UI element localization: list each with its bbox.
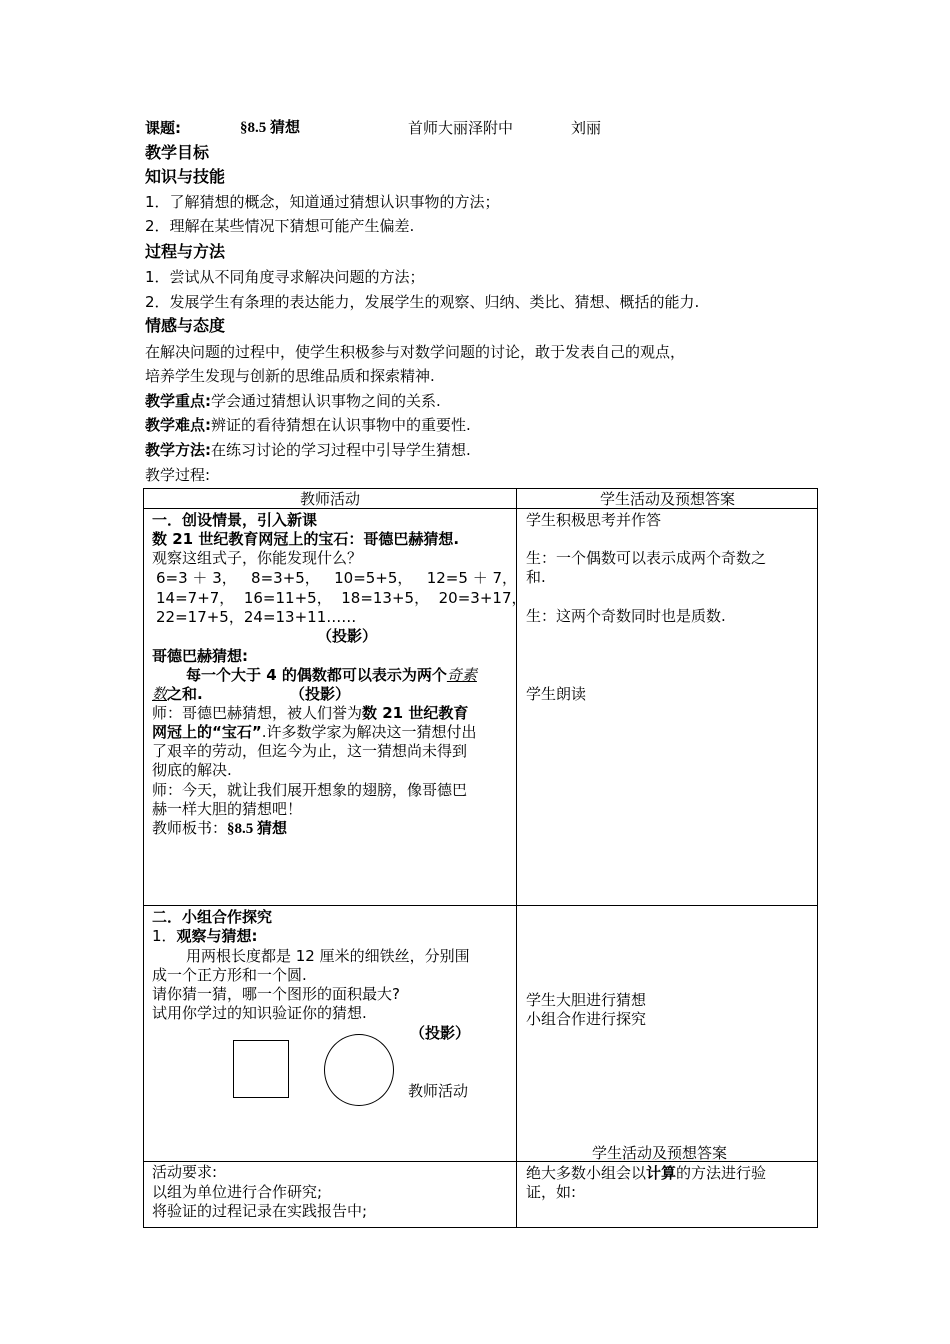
board-note	[152, 819, 287, 839]
conjecture-text-b: 之和.	[167, 685, 203, 703]
requirement-1: 以组为单位进行合作研究;	[152, 1183, 323, 1201]
teacher-remark-1-line-2	[152, 723, 477, 742]
projection-note-3: （投影）	[410, 1024, 471, 1042]
projection-note-1: （投影）	[317, 627, 378, 645]
square-figure	[233, 1040, 289, 1098]
header-label: 课题:	[145, 119, 181, 137]
header-author: 刘丽	[571, 119, 602, 137]
conjecture-title: 哥德巴赫猜想:	[152, 647, 248, 665]
odd-prime-link[interactable]: 奇素	[446, 666, 477, 684]
emotion-line-2: 培养学生发现与创新的思维品质和探索精神.	[145, 367, 435, 385]
projection-note-2: （投影）	[290, 685, 351, 703]
process-item-1: 1．尝试从不同角度寻求解决问题的方法；	[145, 268, 425, 286]
table-border-bottom	[143, 1227, 818, 1228]
teacher-remark-1-pre: 师：哥德巴赫猜想，被人们誉为	[152, 704, 363, 722]
student-answer-1-line-2: 和.	[526, 568, 546, 586]
teacher-remark-1-bold: 数 21 世纪教育	[362, 704, 469, 722]
section1-question: 观察这组式子，你能发现什么？	[152, 549, 363, 567]
header-school: 首师大丽泽附中	[408, 119, 514, 137]
equation-line-3: 22=17+5，24=13+11……	[156, 608, 357, 626]
objectives-title: 教学目标	[145, 143, 210, 162]
student-explore: 小组合作进行探究	[526, 1010, 647, 1028]
focus-label: 教学重点:	[145, 392, 211, 410]
knowledge-title: 知识与技能	[145, 167, 226, 186]
teacher-remark-1-line-1	[152, 704, 468, 723]
teacher-remark-1-line-3: 了艰辛的劳动，但迄今为止，这一猜想尚未得到	[152, 742, 468, 760]
student-think: 学生积极思考并作答	[526, 511, 662, 529]
section2-heading: 二．小组合作探究	[152, 908, 273, 926]
col-header-student: 学生活动及预想答案	[599, 490, 735, 508]
odd-prime-link-2[interactable]: 数	[152, 685, 168, 703]
section1-heading: 一．创设情景，引入新课	[152, 511, 318, 529]
difficulty-label: 教学难点:	[145, 416, 211, 434]
focus-row	[145, 391, 441, 411]
requirements-title: 活动要求:	[152, 1163, 218, 1181]
section1-subheading: 数 21 世纪教育网冠上的宝石：哥德巴赫猜想.	[152, 530, 460, 548]
focus-text: 学会通过猜想认识事物之间的关系.	[211, 392, 441, 410]
emotion-line-1: 在解决问题的过程中，使学生积极参与对数学问题的讨论，敢于发表自己的观点，	[145, 343, 686, 361]
board-text: §8.5 猜想	[227, 821, 288, 837]
table-border-right	[817, 488, 818, 1228]
student-method-pre: 绝大多数小组会以	[526, 1164, 647, 1182]
table-row-rule-1	[143, 905, 818, 906]
conjecture-text-a: 每一个大于 4 的偶数都可以表示为两个	[186, 666, 447, 684]
student-method-line-1	[526, 1164, 766, 1183]
header-section: §8.5 猜想	[240, 120, 301, 136]
requirement-2: 将验证的过程记录在实践报告中;	[152, 1202, 368, 1220]
knowledge-item-2: 2．理解在某些情况下猜想可能产生偏差.	[145, 217, 415, 235]
process-item-2: 2．发展学生有条理的表达能力，发展学生的观察、归纳、类比、猜想、概括的能力.	[145, 293, 700, 311]
student-caption: 学生活动及预想答案	[592, 1144, 728, 1162]
difficulty-text: 辨证的看待猜想在认识事物中的重要性.	[211, 416, 471, 434]
student-read: 学生朗读	[526, 685, 587, 703]
conjecture-line-2	[152, 685, 203, 704]
section2-sub-title: 观察与猜想:	[176, 927, 258, 945]
circle-figure	[324, 1034, 394, 1106]
emotion-title: 情感与态度	[145, 316, 226, 335]
process-label: 教学过程:	[145, 466, 211, 484]
problem-line-1: 用两根长度都是 12 厘米的细铁丝，分别围	[186, 947, 470, 965]
conjecture-line-1	[186, 666, 477, 685]
figure-caption: 教师活动	[408, 1082, 469, 1100]
difficulty-row	[145, 415, 471, 435]
process-title: 过程与方法	[145, 242, 226, 261]
method-label: 教学方法:	[145, 441, 211, 459]
problem-line-2: 成一个正方形和一个圆.	[152, 966, 307, 984]
equation-line-2: 14=7+7， 16=11+5， 18=13+5， 20=3+17，	[156, 589, 527, 607]
teacher-remark-1-rest-1: .许多数学家为解决这一猜想付出	[261, 723, 477, 741]
method-text: 在练习讨论的学习过程中引导学生猜想.	[211, 441, 471, 459]
knowledge-item-1: 1．了解猜想的概念，知道通过猜想认识事物的方法；	[145, 193, 500, 211]
section2-sub-num: 1．	[152, 927, 177, 945]
problem-verify: 试用你学过的知识验证你的猜想.	[152, 1004, 367, 1022]
section2-subtitle	[152, 927, 258, 946]
method-row	[145, 440, 471, 460]
equation-line-1: 6=3 ＋ 3， 8=3+5， 10=5+5， 12=5 ＋ 7，	[156, 569, 518, 587]
student-method-bold: 计算	[646, 1164, 677, 1182]
board-label: 教师板书：	[152, 819, 228, 837]
teacher-remark-1-line-4: 彻底的解决.	[152, 761, 232, 779]
problem-question: 请你猜一猜，哪一个图形的面积最大?	[152, 985, 400, 1003]
student-method-line-2: 证，如:	[526, 1183, 577, 1201]
col-header-teacher: 教师活动	[299, 490, 360, 508]
table-border-left	[143, 488, 144, 1228]
student-method-post: 的方法进行验	[676, 1164, 767, 1182]
teacher-remark-2-line-2: 赫一样大胆的猜想吧！	[152, 800, 303, 818]
student-answer-1-line-1: 生：一个偶数可以表示成两个奇数之	[526, 549, 767, 567]
teacher-remark-2-line-1: 师：今天，就让我们展开想象的翅膀，像哥德巴	[152, 781, 468, 799]
student-answer-2: 生：这两个奇数同时也是质数.	[526, 607, 726, 625]
teacher-remark-1-bold-2: 网冠上的“宝石”	[152, 723, 262, 741]
student-guess: 学生大胆进行猜想	[526, 991, 647, 1009]
